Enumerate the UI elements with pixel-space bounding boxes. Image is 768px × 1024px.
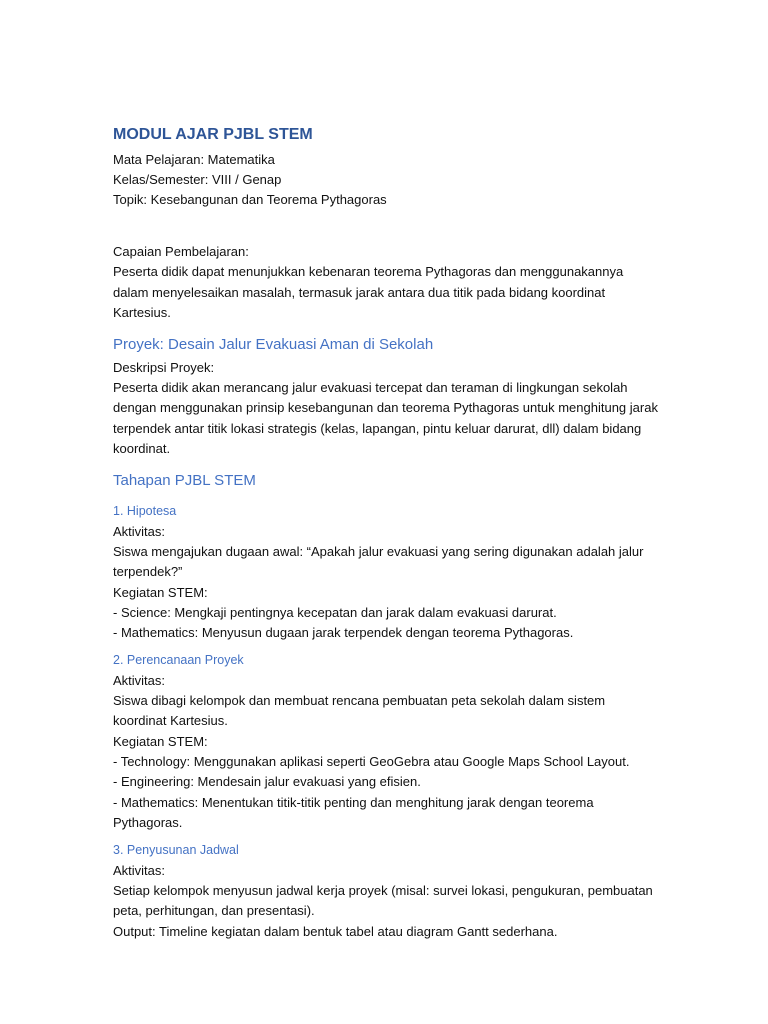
stage-heading: 2. Perencanaan Proyek (113, 652, 244, 667)
activity-text: Setiap kelompok menyusun jadwal kerja proyek (misal: survei lokasi, pengukuran, pembuatan peta, perhitungan, dan presentasi). (113, 882, 653, 918)
list-item: - Science: Mengkaji pentingnya kecepatan dan jarak dalam evakuasi darurat. (113, 604, 557, 620)
stage-heading: 1. Hipotesa (113, 503, 177, 518)
activity-text: Siswa mengajukan dugaan awal: “Apakah jalur evakuasi yang sering digunakan adalah jalur terpendek?” (113, 543, 644, 579)
output-text: Output: Timeline kegiatan dalam bentuk tabel atau diagram Gantt sederhana. (113, 923, 558, 939)
list-item: - Engineering: Mendesain jalur evakuasi yang efisien. (113, 774, 421, 789)
subject-line: Mata Pelajaran: Matematika (113, 152, 275, 167)
topic-line: Topik: Kesebangunan dan Teorema Pythagoras (113, 192, 387, 207)
list-item: - Mathematics: Menentukan titik-titik penting dan menghitung jarak dengan teorema Pythagoras. (113, 794, 594, 830)
list-item: - Mathematics: Menyusun dugaan jarak terpendek dengan teorema Pythagoras. (113, 625, 574, 640)
stage-hypothesis (113, 502, 658, 644)
spacer (113, 460, 658, 470)
spacer (113, 324, 658, 334)
stages-heading: Tahapan PJBL STEM (113, 471, 256, 489)
activity-text: Siswa dibagi kelompok dan membuat rencana pembuatan peta sekolah dalam sistem koordinat Kartesius. (113, 692, 606, 728)
learning-outcome-label: Capaian Pembelajaran: (113, 244, 249, 259)
stage-project-planning (113, 651, 658, 834)
spacer (113, 492, 658, 502)
activity-label: Aktivitas: (113, 523, 166, 539)
document-page (113, 124, 658, 942)
project-heading: Proyek: Desain Jalur Evakuasi Aman di Sekolah (113, 335, 434, 353)
activity-label: Aktivitas: (113, 672, 166, 688)
list-item: - Technology: Menggunakan aplikasi seperti GeoGebra atau Google Maps School Layout. (113, 753, 630, 769)
learning-outcome-text: Peserta didik dapat menunjukkan kebenaran teorema Pythagoras dan menggunakannya dalam menyelesaikan masalah, termasuk jarak antara dua titik pada bidang koordinat Kartesius. (113, 264, 624, 320)
spacer (113, 644, 658, 651)
stem-activity-label: Kegiatan STEM: (113, 584, 208, 600)
stem-activity-label: Kegiatan STEM: (113, 733, 208, 749)
document-title: MODUL AJAR PJBL STEM (113, 126, 313, 143)
activity-label: Aktivitas: (113, 862, 166, 878)
spacer (113, 834, 658, 841)
stage-schedule (113, 841, 658, 943)
project-description-label: Deskripsi Proyek: (113, 359, 215, 375)
spacer (113, 210, 658, 242)
class-semester-line: Kelas/Semester: VIII / Genap (113, 172, 282, 187)
stage-heading: 3. Penyusunan Jadwal (113, 842, 239, 857)
project-description-text: Peserta didik akan merancang jalur evakuasi tercepat dan teraman di lingkungan sekolah dengan menggunakan prinsip kesebangunan dan teorema Pythagoras untuk menghitung jarak terpendek antar titik lokasi strategis (kelas, lapangan, pintu keluar darurat, dll) dalam bidang koordinat. (113, 379, 658, 456)
